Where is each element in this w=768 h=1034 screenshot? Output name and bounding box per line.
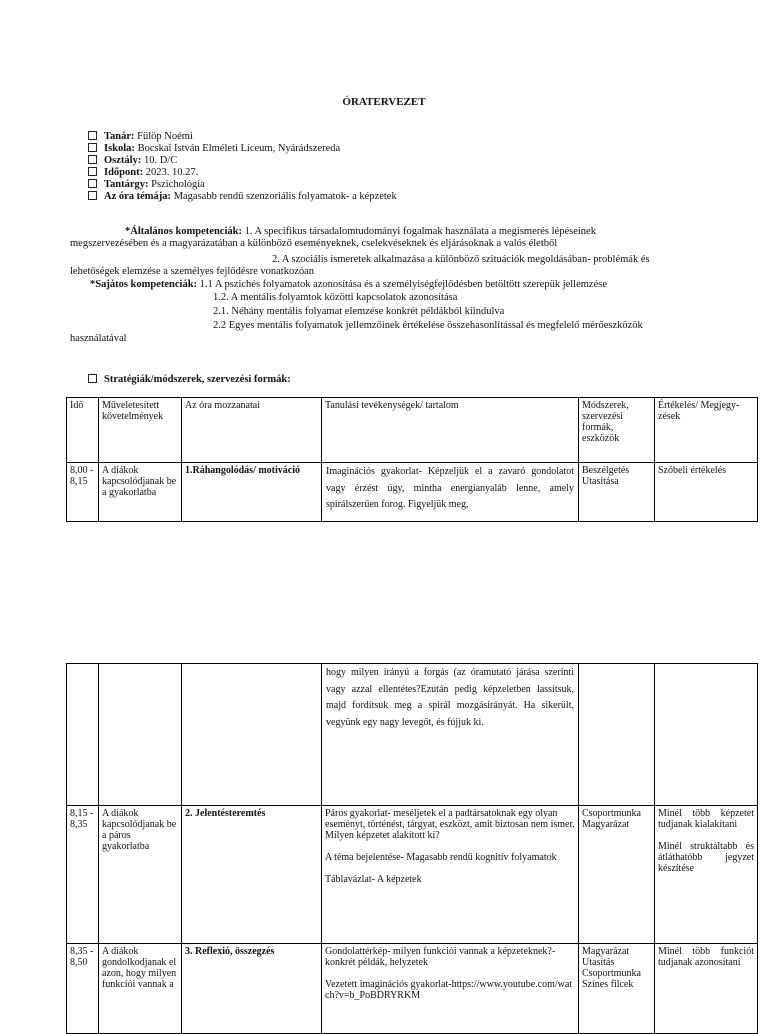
table-row: [67, 664, 758, 806]
row-time: [67, 664, 99, 806]
row-evaluation: Minél több funkciót tudjanak azonosítani: [655, 944, 758, 1034]
row-methods: Magyarázat Utasítás Csoportmunka Színes filcek: [579, 944, 655, 1034]
header-methods: Módszerek, szervezési formák, eszközök: [579, 398, 655, 463]
row-time: 8,00 - 8,15: [67, 463, 99, 522]
row-evaluation: Minél több képzetet tudjanak kialakítani Minél struktáltabb és átláthatóbb jegyzet készítése: [655, 806, 758, 944]
table-row: [67, 944, 758, 1034]
general-competencies-label: *Általános kompetenciák:: [125, 226, 242, 237]
strategies-heading: Stratégiák/módszerek, szervezési formák:: [88, 374, 291, 386]
info-subject: Tantárgy: Pszichológia: [88, 179, 397, 191]
row-evaluation: [655, 664, 758, 806]
header-activities: Tanulási tevékenységek/ tartalom: [322, 398, 579, 463]
table-row: [67, 806, 758, 944]
checkbox-bullet-icon: [88, 374, 97, 383]
checkbox-bullet-icon: [88, 143, 97, 152]
row-content: Gondolattérkép- milyen funkciói vannak a képzeteknek?- konkrét példák, helyzetek Vezetett imaginációs gyakorlat-https://www.youtube.com/watch?v=b_PoBDRYRKM: [322, 944, 579, 1034]
row-methods: Beszélgetés Utasítása: [579, 463, 655, 522]
specific-competencies-line1: *Sajátos kompetenciák: 1.1 A pszichés folyamatok azonosítása és a személyiségfejlődésben betöltött szerepük jellemzése: [90, 279, 607, 290]
specific-competency-2-1: 2.1. Néhány mentális folyamat elemzése konkrét példákból kiindulva: [213, 306, 505, 317]
checkbox-bullet-icon: [88, 155, 97, 164]
general-competencies-line1: *Általános kompetenciák: 1. A specifikus társadalomtudományi fogalmak használata a megismerés lépéseinek: [125, 226, 596, 237]
checkbox-bullet-icon: [88, 191, 97, 200]
general-competencies-line3: 2. A szociális ismeretek alkalmazása a különböző szituációk megoldásában- problémák és: [272, 254, 650, 265]
info-list: [88, 131, 397, 203]
row-requirements: [99, 664, 182, 806]
row-methods: [579, 664, 655, 806]
row-phase: 1.Ráhangolódás/ motiváció: [182, 463, 322, 522]
info-topic: Az óra témája: Magasabb rendű szenzoriális folyamatok- a képzetek: [88, 191, 397, 203]
general-competencies-line4: lehetőségek elemzése a személyes fejlődésre vonatkozóan: [70, 266, 315, 277]
document-title: ÓRATERVEZET: [342, 96, 426, 108]
row-time: 8,35 - 8,50: [67, 944, 99, 1034]
checkbox-bullet-icon: [88, 131, 97, 140]
header-time: Idő: [67, 398, 99, 463]
row-requirements: A diákok kapcsolódjanak be a páros gyakorlatba: [99, 806, 182, 944]
specific-competency-continuation: használatával: [70, 333, 127, 344]
header-requirements: Műveletesített követelmények: [99, 398, 182, 463]
specific-competencies-label: *Sajátos kompetenciák:: [90, 279, 198, 290]
checkbox-bullet-icon: [88, 179, 97, 188]
specific-competency-1-2: 1.2. A mentális folyamtok közötti kapcsolatok azonosítása: [213, 292, 458, 303]
row-phase: 2. Jelentésteremtés: [182, 806, 322, 944]
header-phases: Az óra mozzanatai: [182, 398, 322, 463]
info-class: Osztály: 10. D/C: [88, 155, 397, 167]
lesson-table-part1: [66, 397, 758, 522]
row-evaluation: Szóbeli értékelés: [655, 463, 758, 522]
row-requirements: A diákok kapcsolódjanak be a gyakorlatba: [99, 463, 182, 522]
row-phase: [182, 664, 322, 806]
row-content-continued: hogy milyen irányú a forgás (az óramutató járása szerinti vagy azzal ellentétes?Ezután pedig képzeletben lassítsuk, majd fordítsuk meg a spirál mozgásirányát. Ha sikerült, vegyünk egy nagy levegőt, és fújjuk ki.: [322, 664, 579, 806]
row-phase: 3. Reflexió, összegzés: [182, 944, 322, 1034]
header-evaluation: Értékelés/ Megjegy-zések: [655, 398, 758, 463]
table-header-row: [67, 398, 758, 463]
general-competencies-line2: megszervezésében és a magyarázatában a különböző eseményeknek, cselekvéseknek és eljárásoknak a valós életből: [70, 238, 558, 249]
row-methods: Csoportmunka Magyarázat: [579, 806, 655, 944]
row-content: Páros gyakorlat- meséljetek el a padtársatoknak egy olyan eseményt, történést, tárgyat, eszközt, amit biztosan nem ismer. Milyen képzetet alakított ki? A téma bejelentése- Magasabb rendű kognitív folyamatok Táblavázlat- A képzetek: [322, 806, 579, 944]
row-content: Imaginációs gyakorlat- Képzeljük el a zavaró gondolatot vagy érzést úgy, mintha energianyaláb lenne, amely spirálszerűen forog. Figyeljük meg,: [322, 463, 579, 522]
lesson-table-part2: [66, 663, 758, 1034]
specific-competency-2-2: 2.2 Egyes mentális folyamatok jellemzőinek értékelése összehasonlítással és megfelelő mérőeszközök: [213, 320, 643, 331]
info-date: Időpont: 2023. 10.27.: [88, 167, 397, 179]
row-requirements: A diákok gondolkodjanak el azon, hogy milyen funkciói vannak a: [99, 944, 182, 1034]
info-school: Iskola: Bocskai István Elméleti Líceum, Nyárádszereda: [88, 143, 397, 155]
table-row: [67, 463, 758, 522]
info-teacher: Tanár: Fülöp Noémi: [88, 131, 397, 143]
checkbox-bullet-icon: [88, 167, 97, 176]
row-time: 8,15 - 8,35: [67, 806, 99, 944]
